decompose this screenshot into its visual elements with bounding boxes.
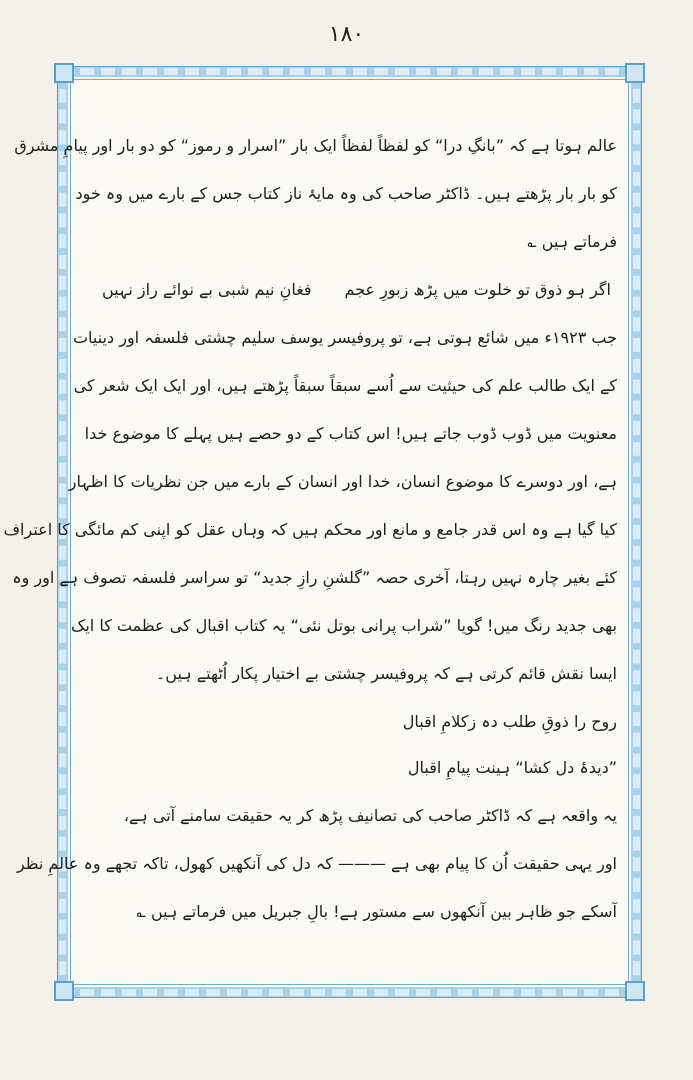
decorative-border-frame (3, 66, 642, 998)
text-line: فرماتے ہیں ؎ (527, 232, 617, 251)
text-line: کئے بغیر چارہ نہیں رہتا، آخری حصہ ”گلشنِ رازِ جدید“ تو سراسر فلسفہ تصوف ہے اور وہ (12, 568, 617, 587)
text-line: آسکے جو ظاہر بین آنکھوں سے مستور ہے! بالِ جبریل میں فرماتے ہیں ؎ (136, 902, 617, 921)
text-line: کے ایک طالب علم کی حیثیت سے اُسے سبقاً سبقاً پڑھتے ہیں، اور ایک ایک شعر کی (73, 376, 617, 395)
text-line: کیا گیا ہے وہ اس قدر جامع و مانع اور محکم ہیں کہ وہاں عقل کو اپنی کم مائگی کا اعتراف (3, 520, 617, 539)
couplet-line-1: روح را ذوقِ طلب دہ زکلامِ اقبال (402, 712, 617, 731)
text-line: ہے، اور دوسرے کا موضوع انسان، خدا اور انسان کے بارے میں جن نظریات کا اظہار (68, 472, 617, 491)
text-line: معنویت میں ڈوب ڈوب جاتے ہیں! اس کتاب کے دو حصے ہیں پہلے کا موضوع خدا (84, 424, 617, 443)
text-line: بھی جدید رنگ میں! گویا ”شراب پرانی بوتل نئی“ یہ کتاب اقبال کی عظمت کا ایک (71, 616, 617, 635)
corner-ornament-icon (54, 981, 74, 1001)
text-line: یہ واقعہ ہے کہ ڈاکٹر صاحب کی تصانیف پڑھ کر یہ حقیقت سامنے آتی ہے، (123, 806, 617, 825)
text-line: کو بار بار پڑھتے ہیں۔ ڈاکٹر صاحب کی وہ مایۂ ناز کتاب جس کے بارے میں وہ خود (75, 184, 617, 203)
corner-ornament-icon (625, 63, 645, 83)
verse-first-half: اگر ہو ذوق تو خلوت میں پڑھ زبورِ عجم (344, 280, 611, 299)
text-line: ایسا نقش قائم کرتی ہے کہ پروفیسر چشتی بے اختیار پکار اُٹھتے ہیں۔ (155, 664, 617, 683)
page-number: ۱۸۰ (328, 22, 365, 47)
corner-ornament-icon (625, 981, 645, 1001)
corner-ornament-icon (54, 63, 74, 83)
couplet-line-2: ”دیدۂ دل کشا“ ہینت پیامِ اقبال (407, 758, 617, 777)
text-line: جب ۱۹۲۳ء میں شائع ہوتی ہے، تو پروفیسر یوسف سلیم چشتی فلسفہ اور دینیات (72, 328, 617, 347)
verse-second-half: فغانِ نیم شبی بے نوائے راز نہیں (102, 280, 312, 299)
text-line: عالم ہوتا ہے کہ ”بانگِ درا“ کو لفظاً لفظاً ایک بار ”اسرار و رموز“ کو دو بار اور پیامِ مشرق (14, 136, 617, 155)
text-line: اور یہی حقیقت اُن کا پیام بھی ہے ——— کہ دل کی آنکھیں کھول، تاکہ تجھے وہ عالمِ نظر (16, 854, 617, 873)
